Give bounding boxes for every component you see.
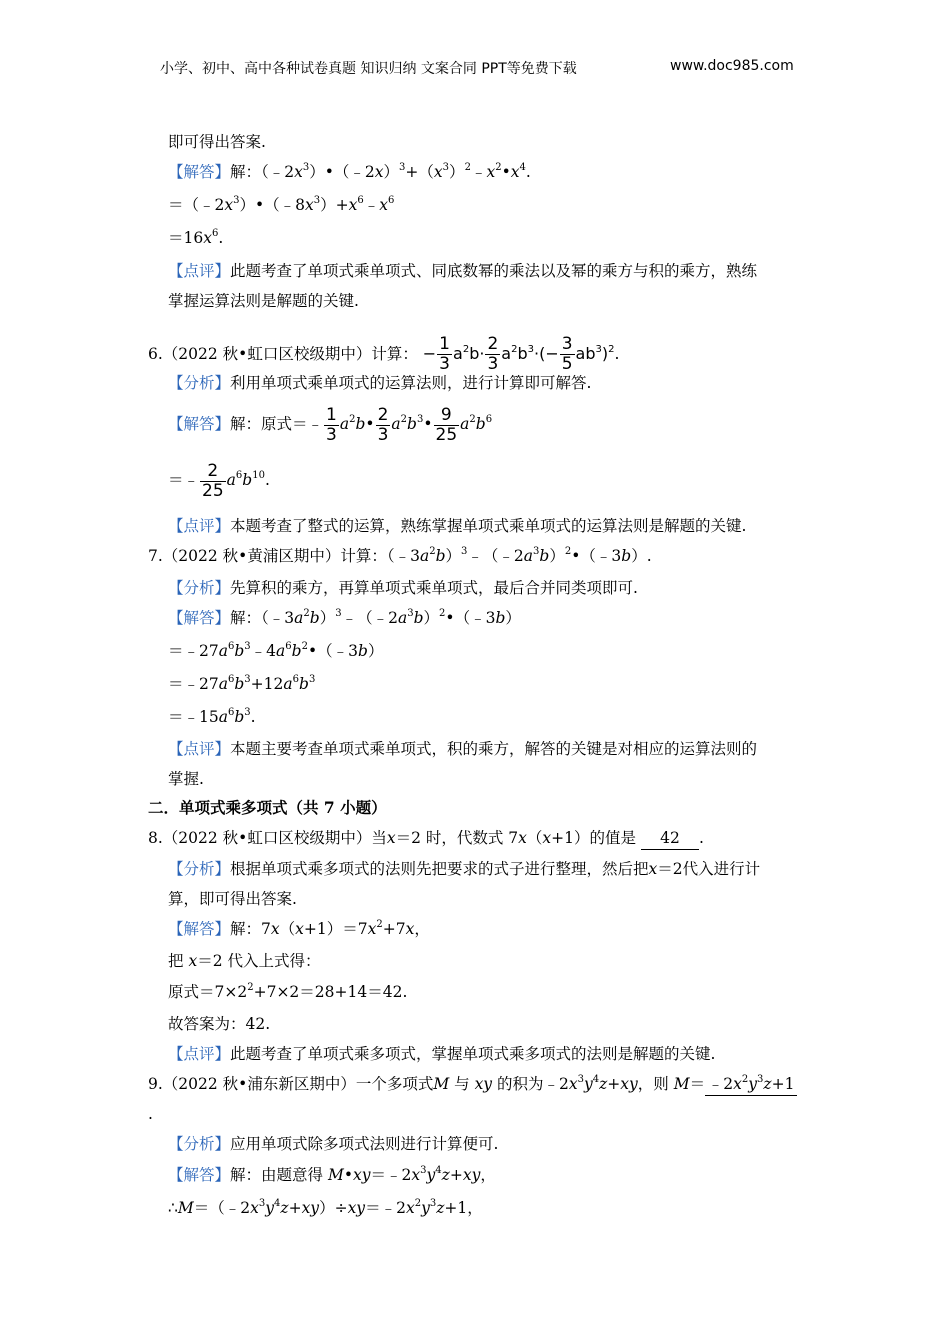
comment-tag: 【点评】: [168, 1045, 231, 1063]
problem-number: 7.: [148, 547, 163, 565]
p7-answer-line3: $=﹣27a^6b^3+12a^6b^3$: [168, 674, 316, 693]
problem-source: （2022 秋•黄浦区期中）计算：: [162, 547, 387, 565]
comment-text: 此题考查了单项式乘单项式、同底数幂的乘法以及幂的乘方与积的乘方，熟练: [230, 262, 758, 280]
problem-number: 6.: [148, 345, 163, 363]
p6-answer-line1: 【解答】解：原式＝﹣ $\frac{1}{3}$ $a^2b•$ $\frac{2}{3}$ $a^2b^3•$ $\frac{9}{25}$ $a^2b^6$: [168, 404, 493, 445]
comment-text: 本题考查了整式的运算，熟练掌握单项式乘单项式的运算法则是解题的关键.: [230, 517, 747, 535]
math-expr: M 与 xy 的积为$﹣2x^3y^4z+xy$，则 M＝: [433, 1074, 706, 1093]
p8-comment: [168, 1043, 715, 1065]
p9-question: [148, 1073, 797, 1096]
p8-analysis-cont: 算，即可得出答案.: [168, 890, 297, 908]
analysis-text: 先算积的乘方，再算单项式乘单项式，最后合并同类项即可.: [230, 579, 638, 597]
problem-number: 8.: [148, 829, 163, 847]
section-heading: 二．单项式乘多项式（共 7 小题）: [148, 798, 387, 817]
step-text: 代入上式得：: [227, 952, 321, 970]
p5-comment-cont: 掌握运算法则是解题的关键.: [168, 292, 359, 310]
p7-analysis: [168, 577, 638, 599]
answer-blank: $﹣2x^2y^3z+1$: [705, 1073, 797, 1096]
analysis-text-tail: 代入进行计: [682, 860, 761, 878]
header-text: 小学、初中、高中各种试卷真题 知识归纳 文案合同 PPT等免费下载: [160, 61, 577, 77]
p9-answer-line2: $\therefore M=(﹣2x^3y^4z+xy)\div xy=﹣2x^2y^3z+1$，: [168, 1198, 483, 1217]
p6-question: 6.（2022 秋•虹口区校级期中）计算： − $\frac{1}{3}$ $a^2b\cdot$ $\frac{2}{3}$ $a^2b^3\cdot(-$ $\frac{3}{5}$ $ab^3)^2$.: [148, 334, 620, 374]
p8-answer-final: 故答案为：42.: [168, 1015, 271, 1033]
answer-tag: 【解答】: [168, 415, 231, 433]
p8-question: 8.（2022 秋•虹口区校级期中）当x＝2 时，代数式 7x（x+1）的值是 42 .: [148, 827, 704, 850]
p6-comment: [168, 515, 746, 537]
p6-analysis: [168, 372, 591, 394]
analysis-text: 利用单项式乘单项式的运算法则，进行计算即可解答.: [230, 374, 592, 392]
analysis-tag: 【分析】: [168, 860, 231, 878]
p8-answer-line1: 【解答】解：$7x(x+1)=7x^2+7x$，: [168, 919, 430, 938]
analysis-tag: 【分析】: [168, 579, 231, 597]
p5-comment: [168, 260, 757, 282]
answer-tag: 【解答】: [168, 1166, 231, 1184]
p7-answer-line2: $=﹣27a^6b^3﹣4a^6b^2•(﹣3b)$: [168, 641, 384, 660]
p7-comment-cont: 掌握.: [168, 770, 204, 788]
problem-source: （2022 秋•虹口区校级期中）当: [162, 829, 387, 847]
p9-analysis: [168, 1133, 498, 1155]
p5-answer-line1: [168, 161, 531, 183]
p5-answer-line3: $=16x^6$.: [168, 228, 224, 247]
comment-tag: 【点评】: [168, 740, 231, 758]
math-expr: − $\frac{1}{3}$ $a^2b\cdot$ $\frac{2}{3}$ $a^2b^3\cdot(-$ $\frac{3}{5}$ $ab^3)^2$: [422, 334, 615, 374]
p5-answer-line2: $=(﹣2x^3)•(﹣8x^3)+x^6﹣x^6$: [168, 195, 395, 214]
problem-source: （2022 秋•浦东新区期中）一个多项式: [162, 1075, 434, 1093]
comment-tag: 【点评】: [168, 517, 231, 535]
math-expr: $(﹣3a^2b)^3﹣(﹣2a^3b)^2•(﹣3b)$.: [386, 546, 652, 565]
page-header: [160, 58, 860, 80]
given-text: 由题意得: [261, 1166, 324, 1184]
p9-answer-line1: 【解答】解：由题意得 $M•xy=﹣2x^3y^4z+xy$，: [168, 1165, 496, 1184]
answer-tag: 【解答】: [168, 609, 231, 627]
p8-answer-line3: 原式$=7\times 2^2+7\times 2=28+14=42$.: [168, 982, 408, 1001]
p8-analysis: 【分析】根据单项式乘多项式的法则先把要求的式子进行整理，然后把x＝2代入进行计: [168, 860, 761, 878]
p5-continuation: 即可得出答案.: [168, 133, 266, 151]
analysis-tag: 【分析】: [168, 1135, 231, 1153]
header-site-link[interactable]: www.doc985.com: [670, 58, 794, 74]
p8-answer-line2: 把 x＝2 代入上式得：: [168, 952, 321, 970]
analysis-text: 根据单项式乘多项式的法则先把要求的式子进行整理，然后把: [230, 860, 649, 878]
p7-answer-line4: $=﹣15a^6b^3$.: [168, 707, 256, 726]
comment-tag: 【点评】: [168, 262, 231, 280]
comment-text: 本题主要考查单项式乘单项式，积的乘方，解答的关键是对相应的运算法则的: [230, 740, 758, 758]
p6-answer-line2: ＝﹣ $\frac{2}{25}$ $a^6b^{10}$.: [168, 460, 270, 501]
math-expr: 解：$(﹣2x^3)•(﹣2x)^3+(x^3)^2﹣x^2•x^4$.: [230, 162, 531, 181]
math-expr: x＝2 时，代数式 7x（x+1）的值是: [386, 829, 637, 847]
analysis-tag: 【分析】: [168, 374, 231, 392]
p7-comment: [168, 738, 757, 760]
p7-question: [148, 545, 652, 567]
answer-tag: 【解答】: [168, 163, 231, 181]
comment-text: 此题考查了单项式乘多项式，掌握单项式乘多项式的法则是解题的关键.: [230, 1045, 716, 1063]
p7-answer-line1: 【解答】解：$(﹣3a^2b)^3﹣(﹣2a^3b)^2•(﹣3b)$: [168, 608, 521, 627]
p9-question-end: .: [148, 1105, 153, 1123]
answer-tag: 【解答】: [168, 920, 231, 938]
problem-source: （2022 秋•虹口区校级期中）计算：: [162, 345, 418, 363]
problem-number: 9.: [148, 1075, 163, 1093]
answer-blank: 42: [641, 827, 699, 850]
analysis-text: 应用单项式除多项式法则进行计算便可.: [230, 1135, 499, 1153]
